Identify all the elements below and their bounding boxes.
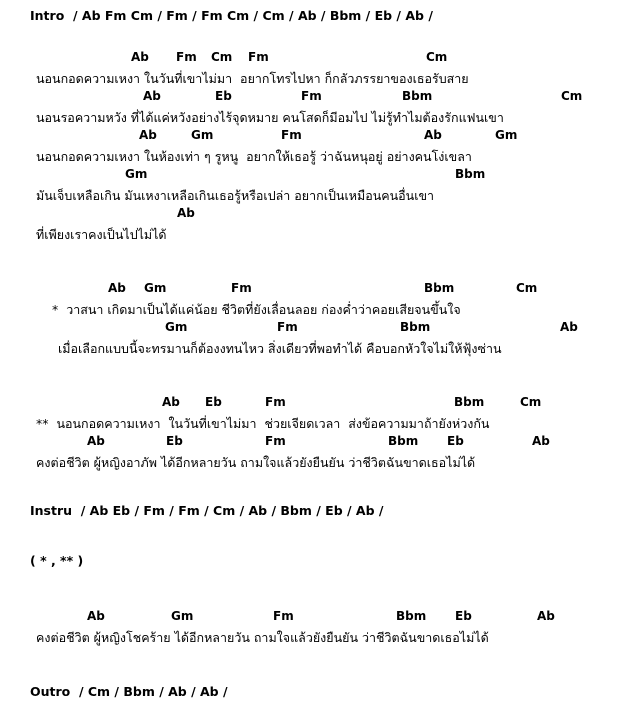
chord: Gm xyxy=(495,128,518,142)
lyric-row xyxy=(0,300,620,320)
lyric-row xyxy=(0,186,620,206)
lyric-text: ** นอนกอดความเหงา ในวันที่เขาไม่มา ช่วยเจียดเวลา ส่งข้อความมาถ้ายังห่วงกัน xyxy=(36,416,490,431)
instru-section-label: Instru / Ab Eb / Fm / Fm / Cm / Ab / Bbm / Eb / Ab / xyxy=(30,503,384,518)
chord: Fm xyxy=(277,320,298,334)
spacer-before-chorus2-b xyxy=(0,381,620,395)
chord: Fm xyxy=(281,128,302,142)
chord: Bbm xyxy=(388,434,419,448)
lyric-text: นอนกอดความเหงา ในวันที่เขาไม่มา อยากโทรไปหา ก็กลัวภรรยาของเธอรับสาย xyxy=(36,71,469,86)
chord: Ab xyxy=(560,320,578,334)
lyric-text: มันเจ็บเหลือเกิน มันเหงาเหลือเกินเธอรู้หรือเปล่า อยากเป็นเหมือนคนอื่นเขา xyxy=(36,188,435,203)
chord-row xyxy=(0,167,620,186)
chord: Ab xyxy=(177,206,195,220)
spacer-after-intro xyxy=(0,28,620,50)
chord: Eb xyxy=(215,89,232,103)
chorus-star-block xyxy=(0,281,620,359)
lyric-row xyxy=(0,225,620,245)
chord: Eb xyxy=(166,434,183,448)
chord: Cm xyxy=(520,395,542,409)
top-spacer xyxy=(0,0,620,8)
spacer-before-final xyxy=(0,573,620,595)
chord: Eb xyxy=(205,395,222,409)
chord: Fm xyxy=(273,609,294,623)
lyric-row xyxy=(0,339,620,359)
chord-row xyxy=(0,206,620,225)
chord: Fm xyxy=(248,50,269,64)
chord-row xyxy=(0,50,620,69)
chord: Ab xyxy=(131,50,149,64)
lyric-text: คงต่อชีวิต ผู้หญิงโชคร้าย ได้อีกหลายวัน ถามใจแล้วยังยืนยัน ว่าชีวิตฉันขาดเธอไม่ได้ xyxy=(36,630,489,645)
spacer-before-final-b xyxy=(0,595,620,609)
chord: Ab xyxy=(108,281,126,295)
lyric-row xyxy=(0,147,620,167)
chord: Ab xyxy=(162,395,180,409)
chorus-doublestar-block xyxy=(0,395,620,473)
chord: Cm xyxy=(516,281,538,295)
chord: Cm xyxy=(426,50,448,64)
chord-row xyxy=(0,89,620,108)
chord: Fm xyxy=(231,281,252,295)
spacer-before-outro-b xyxy=(0,670,620,684)
lyric-row xyxy=(0,108,620,128)
chord-row xyxy=(0,609,620,628)
chord: Bbm xyxy=(396,609,427,623)
chord: Ab xyxy=(424,128,442,142)
chord: Ab xyxy=(532,434,550,448)
lyric-row xyxy=(0,414,620,434)
lyric-row xyxy=(0,453,620,473)
chord: Fm xyxy=(265,434,286,448)
chord: Ab xyxy=(87,609,105,623)
chord: Bbm xyxy=(454,395,485,409)
chord: Ab xyxy=(537,609,555,623)
chord: Ab xyxy=(143,89,161,103)
spacer-before-repeat xyxy=(0,523,620,545)
lyric-row xyxy=(0,628,620,648)
chord: Fm xyxy=(301,89,322,103)
spacer-before-chorus xyxy=(0,245,620,267)
intro-section-label: Intro / Ab Fm Cm / Fm / Fm Cm / Cm / Ab / Bbm / Eb / Ab / xyxy=(30,8,433,23)
spacer-before-outro xyxy=(0,648,620,670)
chord: Gm xyxy=(191,128,214,142)
outro-section-label: Outro / Cm / Bbm / Ab / Ab / xyxy=(30,684,228,699)
chord: Gm xyxy=(171,609,194,623)
chord: Gm xyxy=(165,320,188,334)
chord: Cm xyxy=(561,89,583,103)
verse-block xyxy=(0,50,620,245)
chord: Ab xyxy=(87,434,105,448)
chord: Bbm xyxy=(402,89,433,103)
lyric-row xyxy=(0,69,620,89)
chord: Eb xyxy=(447,434,464,448)
lyric-text: นอนรอความหวัง ที่ได้แค่หวังอย่างไร้จุดหมาย คนโสดก็มีอมไป ไม่รู้ทำไมต้องรักแฟนเขา xyxy=(36,110,504,125)
chord: Gm xyxy=(125,167,148,181)
final-verse-block xyxy=(0,609,620,648)
spacer-before-instru-b xyxy=(0,495,620,503)
chord: Gm xyxy=(144,281,167,295)
chord: Fm xyxy=(176,50,197,64)
chord-row xyxy=(0,320,620,339)
chord-row xyxy=(0,434,620,453)
lyric-text: เมื่อเลือกแบบนี้จะทรมานก็ต้องงทนไหว สิ่งเดียวที่พอทำได้ คือบอกหัวใจไม่ให้ฟุ้งซ่าน xyxy=(58,341,502,356)
chord: Cm xyxy=(211,50,233,64)
chord: Eb xyxy=(455,609,472,623)
lyric-text: ที่เพียงเราคงเป็นไปไม่ได้ xyxy=(36,227,167,242)
chord-row xyxy=(0,395,620,414)
chord-row xyxy=(0,128,620,147)
spacer-before-chorus-2 xyxy=(0,267,620,281)
chord: Bbm xyxy=(424,281,455,295)
spacer-before-instru xyxy=(0,473,620,495)
chord: Ab xyxy=(139,128,157,142)
chord: Bbm xyxy=(455,167,486,181)
lyric-text: คงต่อชีวิต ผู้หญิงอาภัพ ได้อีกหลายวัน ถามใจแล้วยังยืนยัน ว่าชีวิตฉันขาดเธอไม่ได้ xyxy=(36,455,476,470)
lyric-text: นอนกอดความเหงา ในห้องเท่า ๆ รูหนู อยากให้เธอรู้ ว่าฉันหนุอยู่ อย่างคนโง่เขลา xyxy=(36,149,472,164)
chord: Fm xyxy=(265,395,286,409)
chord-row xyxy=(0,281,620,300)
repeat-marker: ( * , ** ) xyxy=(30,553,84,568)
lyric-text: * วาสนา เกิดมาเป็นได้แค่น้อย ชีวิตที่ยังเลื่อนลอย ก่องค่ำว่าคอยเสียจนขึ้นใจ xyxy=(52,302,461,317)
spacer-before-repeat-b xyxy=(0,545,620,553)
chord: Bbm xyxy=(400,320,431,334)
spacer-before-chorus2 xyxy=(0,359,620,381)
